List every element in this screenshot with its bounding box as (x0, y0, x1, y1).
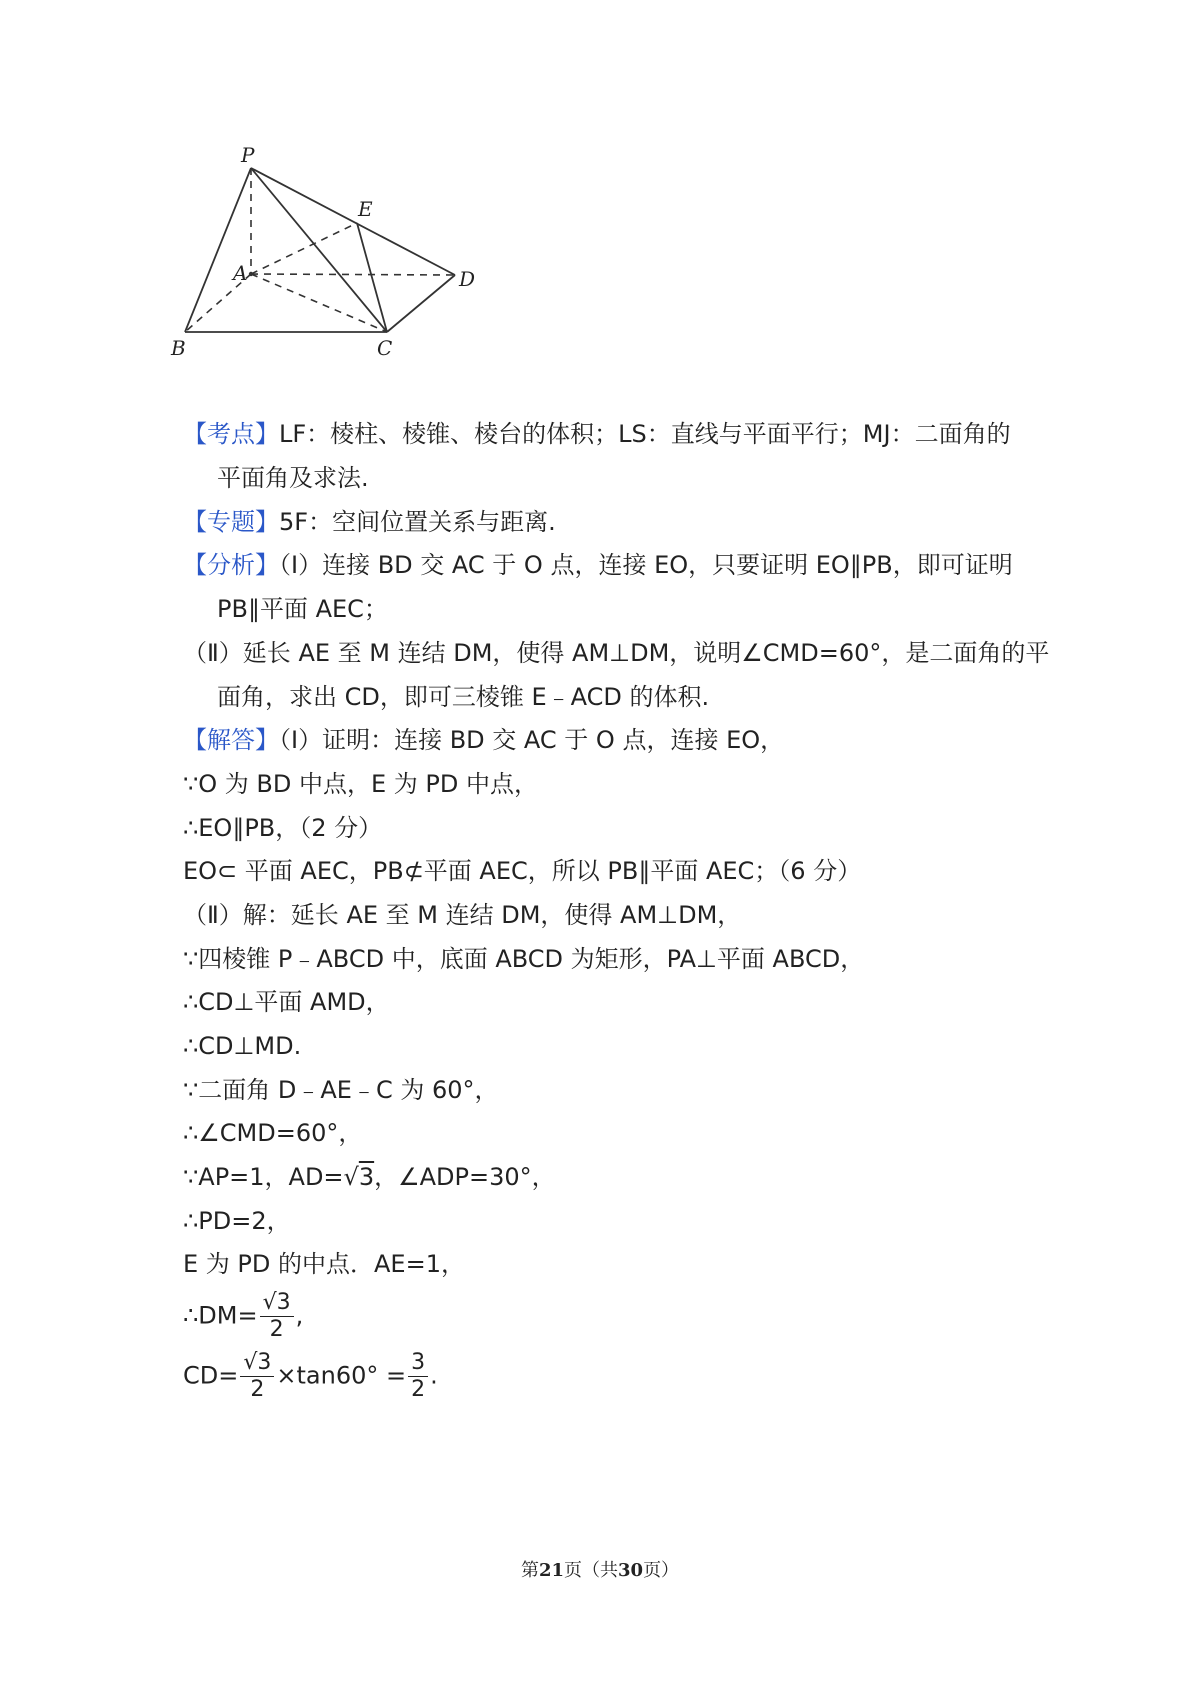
label-D: D (459, 267, 476, 291)
kaodian-line-2: 平面角及求法. (217, 464, 369, 492)
jieda-line-11-b: ，∠ADP=30°， (374, 1163, 556, 1191)
jieda-tag: 【解答】 (183, 726, 279, 754)
fenxi-line-1 (183, 549, 1013, 581)
edge-PB (185, 168, 251, 332)
jieda-line-9: ∵二面角 D﹣AE﹣C 为 60°， (183, 1076, 499, 1104)
fraction-denominator: 2 (269, 1317, 284, 1342)
jieda-line-15 (183, 1350, 438, 1403)
zhuanti-text: 5F：空间位置关系与距离. (279, 508, 556, 536)
fraction-cd (240, 1350, 274, 1403)
sqrt-radicand: 3 (358, 1163, 375, 1191)
edge-PC (251, 168, 387, 332)
jieda-line-11-a: ∵AP=1，AD= (183, 1163, 344, 1191)
jieda-line-12: ∴PD=2， (183, 1207, 291, 1235)
jieda-line-15-b: . (430, 1361, 438, 1390)
fenxi-line-3: （Ⅱ）延长 AE 至 M 连结 DM，使得 AM⊥DM，说明∠CMD=60°，是二面角的平 (183, 639, 1050, 667)
kaodian-line-1 (183, 418, 1011, 450)
jieda-line-8: ∴CD⊥MD. (183, 1032, 302, 1060)
fraction-result (408, 1350, 428, 1403)
footer-pre: 第 (520, 1560, 539, 1581)
jieda-line-15-a: CD= (183, 1361, 239, 1390)
label-A: A (233, 261, 248, 285)
fraction-numerator: √3 (260, 1290, 294, 1317)
fraction-radicand: 3 (276, 1290, 291, 1315)
label-C: C (377, 336, 393, 360)
jieda-line-15-mid: ×tan60° = (276, 1361, 407, 1390)
fraction-denominator: 2 (411, 1377, 426, 1402)
jieda-line-14 (183, 1290, 303, 1343)
kaodian-text-1: LF：棱柱、棱锥、棱台的体积；LS：直线与平面平行；MJ：二面角的 (279, 420, 1011, 448)
footer-post: 页） (643, 1560, 680, 1581)
label-B: B (171, 336, 186, 360)
jieda-text-1: （Ⅰ）证明：连接 BD 交 AC 于 O 点，连接 EO， (279, 726, 785, 754)
footer-total-pages: 30 (618, 1560, 644, 1581)
fenxi-line-4: 面角，求出 CD，即可三棱锥 E﹣ACD 的体积. (217, 683, 710, 711)
footer-mid: 页（共 (564, 1560, 618, 1581)
jieda-line-6: ∵四棱锥 P﹣ABCD 中，底面 ABCD 为矩形，PA⊥平面 ABCD， (183, 945, 865, 973)
label-E: E (358, 197, 373, 221)
kaodian-tag: 【考点】 (183, 420, 279, 448)
fenxi-tag: 【分析】 (183, 551, 279, 579)
jieda-line-13: E 为 PD 的中点．AE=1， (183, 1250, 465, 1278)
jieda-line-14-b: , (295, 1301, 304, 1330)
edge-AC (251, 274, 387, 332)
jieda-line-3: ∴EO∥PB，（2 分） (183, 814, 383, 842)
footer-page-number: 21 (538, 1560, 564, 1581)
pyramid-figure (171, 143, 535, 400)
jieda-line-1 (183, 724, 784, 756)
fenxi-text-1: （Ⅰ）连接 BD 交 AC 于 O 点，连接 EO，只要证明 EO∥PB，即可证明 (279, 551, 1013, 579)
fenxi-line-2: PB∥平面 AEC； (217, 595, 388, 623)
edge-PD (251, 168, 455, 275)
jieda-line-11 (183, 1161, 556, 1193)
point-A (249, 272, 253, 276)
sqrt-expression: √3 (343, 1163, 375, 1191)
jieda-line-7: ∴CD⊥平面 AMD， (183, 988, 390, 1016)
page-footer (0, 1556, 1200, 1582)
fraction-denominator: 2 (250, 1377, 265, 1402)
fraction-numerator: √3 (240, 1350, 274, 1377)
jieda-line-5: （Ⅱ）解：延长 AE 至 M 连结 DM，使得 AM⊥DM， (183, 901, 742, 929)
jieda-line-14-a: ∴DM= (183, 1301, 258, 1330)
fraction-numerator: 3 (408, 1350, 428, 1377)
label-P: P (241, 143, 255, 167)
zhuanti-tag: 【专题】 (183, 508, 279, 536)
edge-AD (251, 274, 455, 275)
jieda-line-4: EO⊂ 平面 AEC，PB⊄平面 AEC，所以 PB∥平面 AEC；（6 分） (183, 857, 862, 885)
zhuanti-line (183, 506, 556, 538)
edge-EC (357, 223, 387, 332)
fraction-radicand: 3 (257, 1350, 272, 1375)
jieda-line-2: ∵O 为 BD 中点，E 为 PD 中点， (183, 770, 538, 798)
edge-CD (387, 275, 455, 332)
fraction-dm (260, 1290, 294, 1343)
jieda-line-10: ∴∠CMD=60°， (183, 1119, 363, 1147)
